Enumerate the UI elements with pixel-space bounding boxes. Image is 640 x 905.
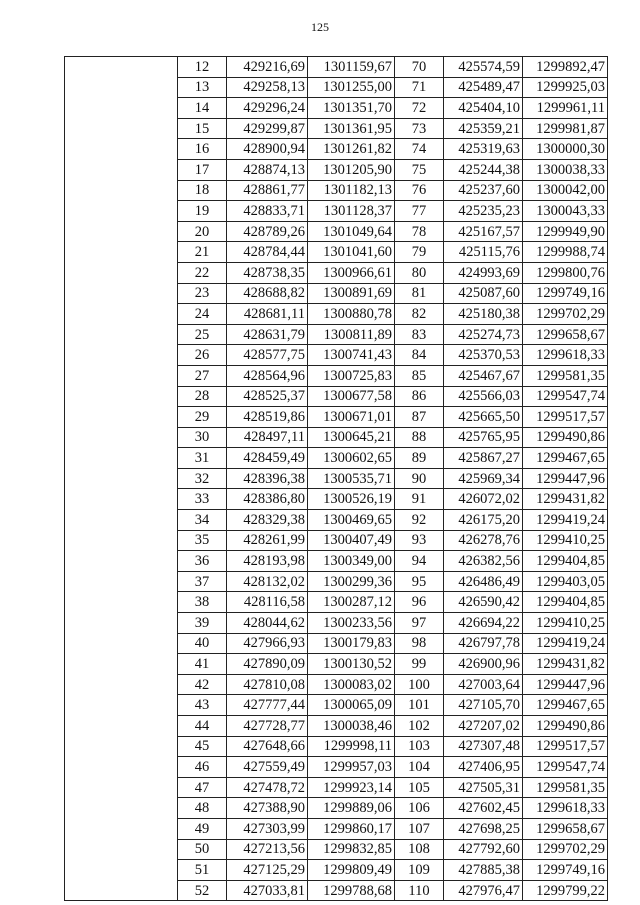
y-coordinate-left: 1301205,90 [308,159,395,180]
x-coordinate-right: 427105,70 [444,695,523,716]
point-number-right: 70 [395,57,444,78]
x-coordinate-left: 427213,56 [227,839,308,860]
y-coordinate-left: 1299889,06 [308,798,395,819]
y-coordinate-right: 1300042,00 [523,180,608,201]
point-number-left: 19 [178,201,227,222]
x-coordinate-left: 427303,99 [227,818,308,839]
point-number-right: 77 [395,201,444,222]
x-coordinate-right: 425566,03 [444,386,523,407]
point-number-left: 49 [178,818,227,839]
x-coordinate-right: 427602,45 [444,798,523,819]
x-coordinate-right: 425235,23 [444,201,523,222]
point-number-right: 89 [395,448,444,469]
x-coordinate-left: 428833,71 [227,201,308,222]
y-coordinate-right: 1299658,67 [523,324,608,345]
x-coordinate-right: 426072,02 [444,489,523,510]
y-coordinate-left: 1300811,89 [308,324,395,345]
x-coordinate-left: 428874,13 [227,159,308,180]
point-number-left: 31 [178,448,227,469]
coordinates-table-wrapper [64,56,608,901]
point-number-left: 33 [178,489,227,510]
y-coordinate-left: 1300065,09 [308,695,395,716]
point-number-left: 48 [178,798,227,819]
point-number-right: 99 [395,654,444,675]
y-coordinate-right: 1299618,33 [523,798,608,819]
x-coordinate-right: 426797,78 [444,633,523,654]
y-coordinate-left: 1300349,00 [308,551,395,572]
point-number-right: 94 [395,551,444,572]
y-coordinate-right: 1299410,25 [523,530,608,551]
point-number-left: 43 [178,695,227,716]
point-number-right: 101 [395,695,444,716]
x-coordinate-right: 426278,76 [444,530,523,551]
y-coordinate-left: 1300526,19 [308,489,395,510]
y-coordinate-right: 1299702,29 [523,304,608,325]
y-coordinate-left: 1299832,85 [308,839,395,860]
x-coordinate-right: 425087,60 [444,283,523,304]
point-number-left: 12 [178,57,227,78]
y-coordinate-left: 1300287,12 [308,592,395,613]
y-coordinate-left: 1301261,82 [308,139,395,160]
point-number-right: 108 [395,839,444,860]
x-coordinate-right: 427792,60 [444,839,523,860]
y-coordinate-right: 1299961,11 [523,98,608,119]
point-number-left: 18 [178,180,227,201]
point-number-right: 80 [395,262,444,283]
point-number-left: 17 [178,159,227,180]
point-number-left: 25 [178,324,227,345]
x-coordinate-left: 428738,35 [227,262,308,283]
x-coordinate-right: 427885,38 [444,860,523,881]
y-coordinate-left: 1300741,43 [308,345,395,366]
point-number-left: 51 [178,860,227,881]
point-number-left: 16 [178,139,227,160]
point-number-right: 81 [395,283,444,304]
point-number-right: 102 [395,716,444,737]
y-coordinate-left: 1299860,17 [308,818,395,839]
y-coordinate-right: 1299892,47 [523,57,608,78]
y-coordinate-left: 1301128,37 [308,201,395,222]
y-coordinate-left: 1300602,65 [308,448,395,469]
y-coordinate-left: 1300671,01 [308,407,395,428]
y-coordinate-right: 1299419,24 [523,633,608,654]
point-number-left: 39 [178,613,227,634]
x-coordinate-left: 427478,72 [227,777,308,798]
x-coordinate-left: 428784,44 [227,242,308,263]
point-number-right: 90 [395,468,444,489]
point-number-left: 45 [178,736,227,757]
point-number-right: 74 [395,139,444,160]
x-coordinate-left: 427966,93 [227,633,308,654]
x-coordinate-left: 427890,09 [227,654,308,675]
y-coordinate-left: 1299957,03 [308,757,395,778]
x-coordinate-right: 426590,42 [444,592,523,613]
x-coordinate-right: 427505,31 [444,777,523,798]
x-coordinate-right: 427976,47 [444,880,523,901]
y-coordinate-right: 1299800,76 [523,262,608,283]
x-coordinate-left: 428564,96 [227,365,308,386]
y-coordinate-right: 1299410,25 [523,613,608,634]
point-number-left: 20 [178,221,227,242]
y-coordinate-right: 1299925,03 [523,77,608,98]
point-number-left: 50 [178,839,227,860]
x-coordinate-right: 424993,69 [444,262,523,283]
y-coordinate-left: 1300535,71 [308,468,395,489]
y-coordinate-left: 1300179,83 [308,633,395,654]
x-coordinate-right: 425274,73 [444,324,523,345]
y-coordinate-right: 1299517,57 [523,407,608,428]
y-coordinate-right: 1299467,65 [523,448,608,469]
y-coordinate-right: 1300000,30 [523,139,608,160]
point-number-right: 97 [395,613,444,634]
point-number-left: 36 [178,551,227,572]
y-coordinate-right: 1299981,87 [523,118,608,139]
y-coordinate-left: 1301361,95 [308,118,395,139]
y-coordinate-right: 1299988,74 [523,242,608,263]
y-coordinate-left: 1300966,61 [308,262,395,283]
y-coordinate-right: 1299447,96 [523,674,608,695]
x-coordinate-left: 427728,77 [227,716,308,737]
y-coordinate-left: 1300407,49 [308,530,395,551]
x-coordinate-left: 428261,99 [227,530,308,551]
x-coordinate-right: 427003,64 [444,674,523,695]
point-number-right: 106 [395,798,444,819]
coordinates-table-body [65,57,608,901]
x-coordinate-left: 427777,44 [227,695,308,716]
y-coordinate-left: 1300299,36 [308,571,395,592]
y-coordinate-left: 1300083,02 [308,674,395,695]
point-number-right: 107 [395,818,444,839]
y-coordinate-left: 1300038,46 [308,716,395,737]
point-number-left: 15 [178,118,227,139]
point-number-left: 44 [178,716,227,737]
y-coordinate-left: 1301159,67 [308,57,395,78]
point-number-right: 98 [395,633,444,654]
x-coordinate-left: 427388,90 [227,798,308,819]
point-number-right: 95 [395,571,444,592]
x-coordinate-right: 427406,95 [444,757,523,778]
y-coordinate-right: 1299658,67 [523,818,608,839]
coordinates-table [64,56,608,901]
x-coordinate-left: 428900,94 [227,139,308,160]
y-coordinate-right: 1299702,29 [523,839,608,860]
y-coordinate-right: 1299581,35 [523,365,608,386]
y-coordinate-left: 1300880,78 [308,304,395,325]
y-coordinate-left: 1300645,21 [308,427,395,448]
point-number-left: 30 [178,427,227,448]
point-number-left: 24 [178,304,227,325]
point-number-left: 32 [178,468,227,489]
y-coordinate-left: 1301351,70 [308,98,395,119]
point-number-right: 75 [395,159,444,180]
point-number-left: 22 [178,262,227,283]
y-coordinate-left: 1300130,52 [308,654,395,675]
x-coordinate-left: 428789,26 [227,221,308,242]
x-coordinate-right: 425574,59 [444,57,523,78]
point-number-right: 83 [395,324,444,345]
y-coordinate-right: 1299404,85 [523,592,608,613]
point-number-right: 84 [395,345,444,366]
x-coordinate-left: 428497,11 [227,427,308,448]
y-coordinate-left: 1299788,68 [308,880,395,901]
point-number-left: 47 [178,777,227,798]
y-coordinate-left: 1300469,65 [308,510,395,531]
y-coordinate-left: 1299809,49 [308,860,395,881]
x-coordinate-right: 425237,60 [444,180,523,201]
x-coordinate-right: 426694,22 [444,613,523,634]
point-number-right: 79 [395,242,444,263]
point-number-left: 37 [178,571,227,592]
x-coordinate-left: 428631,79 [227,324,308,345]
point-number-left: 41 [178,654,227,675]
point-number-left: 52 [178,880,227,901]
y-coordinate-right: 1299581,35 [523,777,608,798]
merged-blank-cell [65,57,178,901]
x-coordinate-left: 428577,75 [227,345,308,366]
point-number-right: 88 [395,427,444,448]
x-coordinate-left: 429216,69 [227,57,308,78]
x-coordinate-left: 427810,08 [227,674,308,695]
x-coordinate-right: 425167,57 [444,221,523,242]
point-number-right: 85 [395,365,444,386]
point-number-right: 73 [395,118,444,139]
x-coordinate-right: 425765,95 [444,427,523,448]
point-number-right: 82 [395,304,444,325]
x-coordinate-right: 425370,53 [444,345,523,366]
point-number-right: 109 [395,860,444,881]
x-coordinate-left: 427125,29 [227,860,308,881]
x-coordinate-left: 428861,77 [227,180,308,201]
x-coordinate-right: 425180,38 [444,304,523,325]
x-coordinate-left: 428329,38 [227,510,308,531]
y-coordinate-left: 1301041,60 [308,242,395,263]
point-number-left: 14 [178,98,227,119]
x-coordinate-left: 428525,37 [227,386,308,407]
point-number-right: 91 [395,489,444,510]
y-coordinate-right: 1299419,24 [523,510,608,531]
x-coordinate-right: 427207,02 [444,716,523,737]
x-coordinate-right: 425244,38 [444,159,523,180]
table-row [65,57,608,78]
x-coordinate-left: 428386,80 [227,489,308,510]
x-coordinate-right: 425359,21 [444,118,523,139]
y-coordinate-left: 1301182,13 [308,180,395,201]
x-coordinate-right: 425665,50 [444,407,523,428]
x-coordinate-left: 428688,82 [227,283,308,304]
y-coordinate-left: 1299923,14 [308,777,395,798]
point-number-right: 76 [395,180,444,201]
point-number-right: 92 [395,510,444,531]
x-coordinate-left: 427033,81 [227,880,308,901]
y-coordinate-right: 1299799,22 [523,880,608,901]
x-coordinate-right: 426486,49 [444,571,523,592]
x-coordinate-right: 426900,96 [444,654,523,675]
x-coordinate-right: 425319,63 [444,139,523,160]
y-coordinate-right: 1299447,96 [523,468,608,489]
x-coordinate-right: 425115,76 [444,242,523,263]
x-coordinate-left: 429258,13 [227,77,308,98]
x-coordinate-right: 425867,27 [444,448,523,469]
y-coordinate-right: 1299403,05 [523,571,608,592]
point-number-right: 103 [395,736,444,757]
y-coordinate-left: 1300891,69 [308,283,395,304]
point-number-left: 13 [178,77,227,98]
page-number: 125 [311,20,329,34]
point-number-right: 72 [395,98,444,119]
x-coordinate-right: 427307,48 [444,736,523,757]
x-coordinate-right: 426175,20 [444,510,523,531]
point-number-right: 71 [395,77,444,98]
point-number-left: 26 [178,345,227,366]
x-coordinate-left: 428044,62 [227,613,308,634]
y-coordinate-right: 1299749,16 [523,283,608,304]
x-coordinate-left: 428193,98 [227,551,308,572]
y-coordinate-left: 1301255,00 [308,77,395,98]
x-coordinate-left: 427559,49 [227,757,308,778]
point-number-left: 42 [178,674,227,695]
point-number-left: 29 [178,407,227,428]
y-coordinate-right: 1299949,90 [523,221,608,242]
x-coordinate-left: 427648,66 [227,736,308,757]
point-number-left: 38 [178,592,227,613]
y-coordinate-left: 1301049,64 [308,221,395,242]
point-number-right: 104 [395,757,444,778]
point-number-right: 110 [395,880,444,901]
y-coordinate-right: 1300038,33 [523,159,608,180]
point-number-right: 96 [395,592,444,613]
point-number-right: 100 [395,674,444,695]
point-number-right: 93 [395,530,444,551]
x-coordinate-right: 427698,25 [444,818,523,839]
point-number-left: 34 [178,510,227,531]
y-coordinate-right: 1299490,86 [523,716,608,737]
x-coordinate-left: 428519,86 [227,407,308,428]
point-number-right: 78 [395,221,444,242]
y-coordinate-right: 1299618,33 [523,345,608,366]
y-coordinate-left: 1300233,56 [308,613,395,634]
x-coordinate-left: 429296,24 [227,98,308,119]
x-coordinate-left: 428459,49 [227,448,308,469]
y-coordinate-right: 1299431,82 [523,489,608,510]
y-coordinate-right: 1299517,57 [523,736,608,757]
x-coordinate-right: 426382,56 [444,551,523,572]
point-number-right: 87 [395,407,444,428]
point-number-left: 21 [178,242,227,263]
x-coordinate-left: 428132,02 [227,571,308,592]
point-number-left: 28 [178,386,227,407]
x-coordinate-right: 425404,10 [444,98,523,119]
y-coordinate-right: 1299404,85 [523,551,608,572]
point-number-right: 105 [395,777,444,798]
y-coordinate-right: 1299547,74 [523,386,608,407]
y-coordinate-right: 1300043,33 [523,201,608,222]
x-coordinate-left: 428396,38 [227,468,308,489]
y-coordinate-right: 1299467,65 [523,695,608,716]
y-coordinate-right: 1299749,16 [523,860,608,881]
x-coordinate-left: 428116,58 [227,592,308,613]
x-coordinate-left: 429299,87 [227,118,308,139]
point-number-left: 23 [178,283,227,304]
point-number-right: 86 [395,386,444,407]
y-coordinate-left: 1300725,83 [308,365,395,386]
y-coordinate-right: 1299490,86 [523,427,608,448]
point-number-left: 46 [178,757,227,778]
x-coordinate-right: 425489,47 [444,77,523,98]
y-coordinate-left: 1300677,58 [308,386,395,407]
x-coordinate-left: 428681,11 [227,304,308,325]
point-number-left: 40 [178,633,227,654]
y-coordinate-right: 1299547,74 [523,757,608,778]
point-number-left: 35 [178,530,227,551]
y-coordinate-right: 1299431,82 [523,654,608,675]
x-coordinate-right: 425467,67 [444,365,523,386]
point-number-left: 27 [178,365,227,386]
y-coordinate-left: 1299998,11 [308,736,395,757]
x-coordinate-right: 425969,34 [444,468,523,489]
